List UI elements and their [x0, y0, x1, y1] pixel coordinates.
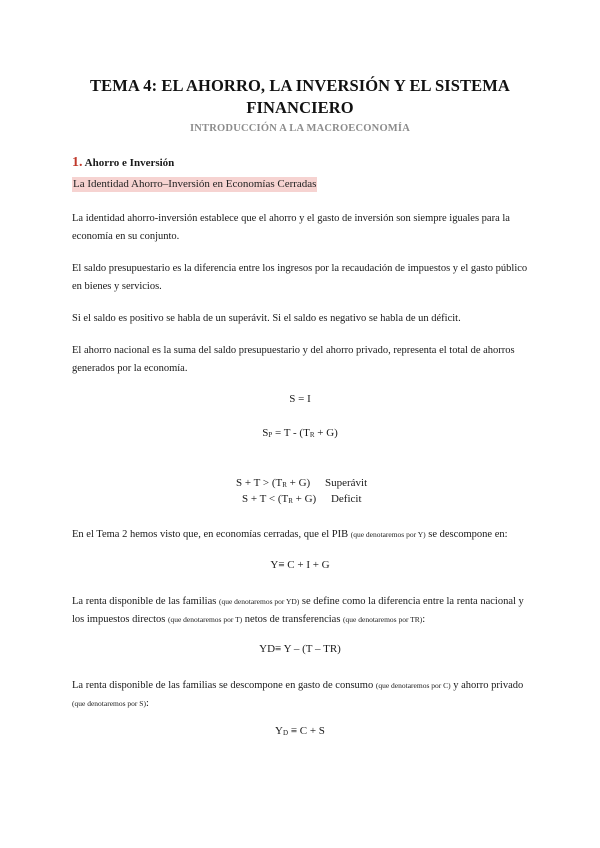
- paragraph-budget-balance: El saldo presupuestario es la diferencia entre los ingresos por la recaudación de impuestos y el gasto público en bienes y servicios.: [72, 263, 528, 292]
- section-heading: [72, 155, 174, 171]
- paragraph-gdp-decomposition: En el Tema 2 hemos visto que, en economías cerradas, que el PIB (que denotaremos por Y) se descompone en:: [72, 529, 508, 540]
- equation-consumption-saving: $Y_D \equiv C + S$: [275, 725, 325, 737]
- document-title-line-1: TEMA 4: EL AHORRO, LA INVERSIÓN Y EL SISTEMA: [90, 76, 510, 95]
- paragraph-surplus-deficit: Si el saldo es positivo se habla de un superávit. Si el saldo es negativo se habla de un déficit.: [72, 313, 461, 324]
- document-title-line-2: FINANCIERO: [246, 98, 354, 117]
- section-title: Ahorro e Inversión: [84, 157, 175, 169]
- deficit-label: Deficit: [330, 493, 362, 505]
- equation-public-saving: $S_P = T - (T_R + G)$: [262, 427, 338, 439]
- highlighted-subheading: La Identidad Ahorro–Inversión en Economías Cerradas: [73, 178, 317, 190]
- section-number: 1.: [72, 155, 83, 170]
- surplus-label: Superávit: [324, 477, 368, 489]
- equation-gdp: Y≡ C + I + G: [270, 559, 330, 571]
- paragraph-identity: La identidad ahorro-inversión establece que el ahorro y el gasto de inversión son siempre iguales para la economía en su conjunto.: [72, 213, 510, 242]
- paragraph-disposable-income: La renta disponible de las familias (que denotaremos por YD) se define como la diferencia entre la renta nacional y los impuestos directos (que denotaremos por T) netos de transferencias (que denotaremos por TR):: [72, 596, 524, 625]
- paragraph-national-saving: El ahorro nacional es la suma del saldo presupuestario y del ahorro privado, representa el total de ahorros generados por la economía.: [72, 345, 515, 374]
- document-subtitle: INTRODUCCIÓN A LA MACROECONOMÍA: [189, 123, 410, 134]
- equation-saving-investment: S = I: [289, 393, 311, 405]
- equation-disposable-income: YD≡ Y – (T – TR): [259, 643, 341, 655]
- inequality-deficit: $S + T < (T_R + G)$ Deficit: [242, 493, 362, 505]
- inequality-surplus: $S + T > (T_R + G)$ Superávit: [236, 477, 368, 489]
- paragraph-consumption-saving: La renta disponible de las familias se descompone en gasto de consumo (que denotaremos por C) y ahorro privado (que denotaremos por S):: [72, 680, 524, 709]
